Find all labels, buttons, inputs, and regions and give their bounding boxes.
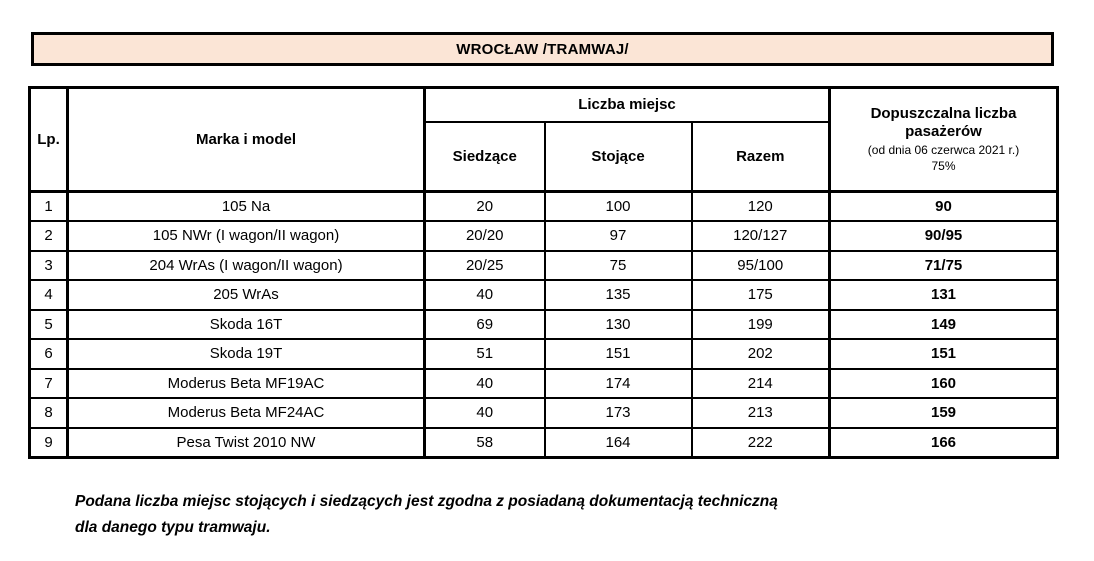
cell-stojace: 174: [545, 369, 692, 399]
cell-razem: 199: [692, 310, 830, 340]
tram-capacity-table: [28, 86, 1059, 459]
cell-stojace: 75: [545, 251, 692, 281]
cell-siedzace: 40: [425, 398, 545, 428]
cell-model: 105 Na: [68, 192, 425, 222]
cell-siedzace: 58: [425, 428, 545, 458]
cell-stojace: 164: [545, 428, 692, 458]
cell-dopuszczalna: 151: [830, 339, 1058, 369]
header-razem: Razem: [692, 122, 830, 192]
header-lp: Lp.: [30, 88, 68, 192]
cell-lp: 1: [30, 192, 68, 222]
cell-lp: 9: [30, 428, 68, 458]
table-row: [30, 192, 1058, 222]
cell-siedzace: 40: [425, 280, 545, 310]
cell-stojace: 100: [545, 192, 692, 222]
table-row: [30, 251, 1058, 281]
header-liczba-miejsc: Liczba miejsc: [425, 88, 830, 122]
cell-model: Skoda 19T: [68, 339, 425, 369]
cell-stojace: 151: [545, 339, 692, 369]
cell-razem: 202: [692, 339, 830, 369]
header-dopuszczalna: [830, 88, 1058, 192]
cell-lp: 8: [30, 398, 68, 428]
cell-model: 105 NWr (I wagon/II wagon): [68, 221, 425, 251]
cell-lp: 4: [30, 280, 68, 310]
cell-stojace: 173: [545, 398, 692, 428]
table-row: [30, 428, 1058, 458]
cell-dopuszczalna: 90: [830, 192, 1058, 222]
header-dopuszczalna-percent: 75%: [931, 159, 956, 174]
cell-dopuszczalna: 160: [830, 369, 1058, 399]
cell-razem: 120: [692, 192, 830, 222]
cell-dopuszczalna: 90/95: [830, 221, 1058, 251]
table-row: [30, 398, 1058, 428]
cell-siedzace: 69: [425, 310, 545, 340]
cell-razem: 214: [692, 369, 830, 399]
cell-stojace: 97: [545, 221, 692, 251]
header-dopuszczalna-date-note: (od dnia 06 czerwca 2021 r.): [867, 143, 1020, 158]
cell-model: Moderus Beta MF19AC: [68, 369, 425, 399]
cell-siedzace: 40: [425, 369, 545, 399]
footer-note-line2: dla danego typu tramwaju.: [75, 519, 271, 536]
cell-razem: 95/100: [692, 251, 830, 281]
cell-razem: 213: [692, 398, 830, 428]
cell-stojace: 130: [545, 310, 692, 340]
table-row: [30, 310, 1058, 340]
cell-razem: 175: [692, 280, 830, 310]
cell-model: 205 WrAs: [68, 280, 425, 310]
footer-note: [75, 489, 778, 541]
document-title-bar: [31, 32, 1054, 66]
cell-lp: 3: [30, 251, 68, 281]
table-row: [30, 280, 1058, 310]
cell-dopuszczalna: 166: [830, 428, 1058, 458]
cell-stojace: 135: [545, 280, 692, 310]
cell-dopuszczalna: 131: [830, 280, 1058, 310]
document-title: WROCŁAW /TRAMWAJ/: [456, 40, 629, 58]
cell-razem: 222: [692, 428, 830, 458]
header-dopuszczalna-title: Dopuszczalna liczba pasażerów: [870, 104, 1017, 141]
cell-siedzace: 51: [425, 339, 545, 369]
header-marka-i-model: Marka i model: [68, 88, 425, 192]
header-siedzace: Siedzące: [425, 122, 545, 192]
cell-dopuszczalna: 159: [830, 398, 1058, 428]
cell-lp: 7: [30, 369, 68, 399]
cell-siedzace: 20: [425, 192, 545, 222]
cell-dopuszczalna: 149: [830, 310, 1058, 340]
cell-lp: 2: [30, 221, 68, 251]
table-row: [30, 339, 1058, 369]
footer-note-line1: Podana liczba miejsc stojących i siedzących jest zgodna z posiadaną dokumentacją techniczną: [75, 493, 778, 510]
cell-dopuszczalna: 71/75: [830, 251, 1058, 281]
table-row: [30, 369, 1058, 399]
header-stojace: Stojące: [545, 122, 692, 192]
cell-siedzace: 20/20: [425, 221, 545, 251]
cell-model: 204 WrAs (I wagon/II wagon): [68, 251, 425, 281]
table-row: [30, 221, 1058, 251]
cell-model: Moderus Beta MF24AC: [68, 398, 425, 428]
cell-model: Pesa Twist 2010 NW: [68, 428, 425, 458]
cell-model: Skoda 16T: [68, 310, 425, 340]
cell-razem: 120/127: [692, 221, 830, 251]
cell-siedzace: 20/25: [425, 251, 545, 281]
cell-lp: 5: [30, 310, 68, 340]
cell-lp: 6: [30, 339, 68, 369]
